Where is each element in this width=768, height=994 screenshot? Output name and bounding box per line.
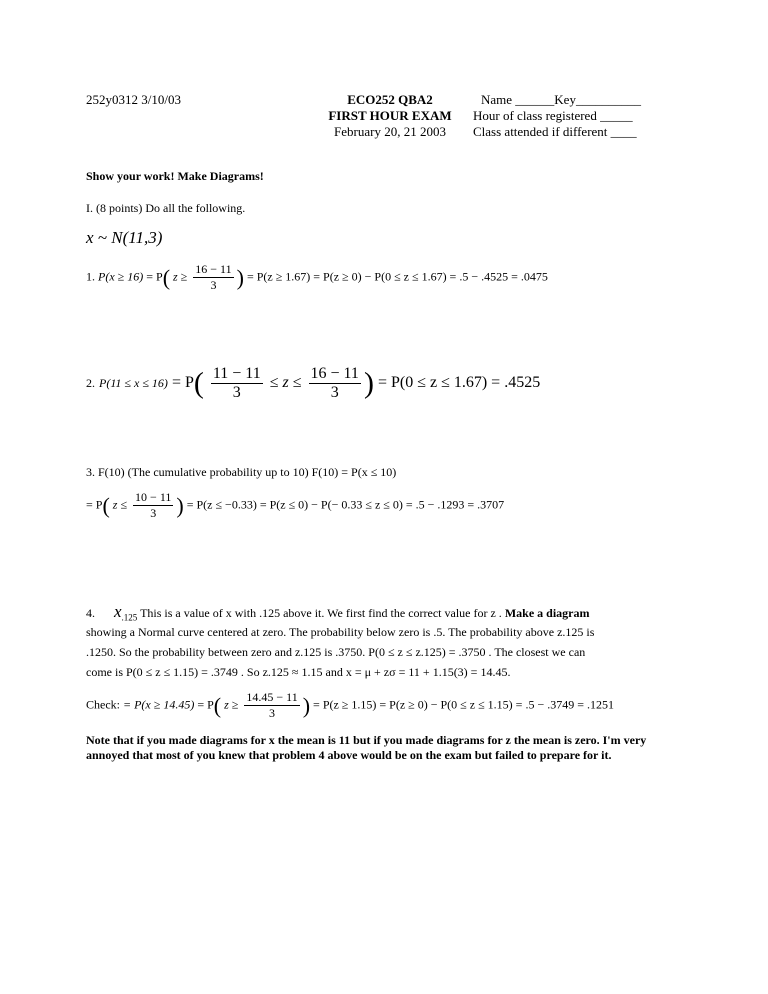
problem-2-lhs: P(11 ≤ x ≤ 16) — [99, 376, 168, 391]
problem-3-eq: = P — [86, 497, 103, 512]
check-label: Check: — [86, 697, 120, 712]
fraction-numerator: 10 − 11 — [135, 490, 172, 504]
check-lhs: = P(x ≥ 14.45) — [123, 697, 195, 712]
fraction-numerator: 14.45 − 11 — [246, 690, 298, 704]
problem-2-result: = P(0 ≤ z ≤ 1.67) = .4525 — [377, 374, 541, 392]
problem-2-mid: ≤ z ≤ — [269, 374, 302, 392]
problem-3-z: z ≤ — [112, 497, 128, 512]
instructions: Show your work! Make Diagrams! — [86, 169, 264, 183]
problem-3-line1: 3. F(10) (The cumulative probability up to 10) F(10) = P(x ≤ 10) — [86, 465, 397, 479]
problem-4-label: 4. — [86, 606, 95, 620]
section-heading: I. (8 points) Do all the following. — [86, 201, 246, 215]
problem-1-z: z ≥ — [173, 269, 188, 284]
problem-2-label: 2. — [86, 376, 95, 391]
problem-1-label: 1. — [86, 269, 95, 284]
course-code: ECO252 QBA2 — [347, 92, 433, 107]
fraction-numerator: 11 − 11 — [212, 365, 261, 382]
closing-note: Note that if you made diagrams for x the mean is 11 but if you made diagrams for z the mean is zero. I'm very annoyed that most of you knew that problem 4 above would be on the exam but failed to prepare for it. — [86, 733, 647, 762]
problem-4-line3: .1250. So the probability between zero and z.125 is .3750. P(0 ≤ z ≤ z.125) = .3750 . The closest we can — [86, 645, 586, 659]
fraction-denominator: 3 — [269, 706, 276, 720]
problem-1-result: = P(z ≥ 1.67) = P(z ≥ 0) − P(0 ≤ z ≤ 1.67) = .5 − .4525 = .0475 — [246, 269, 548, 284]
problem-4-line2: showing a Normal curve centered at zero. The probability below zero is .5. The probability above z.125 is — [86, 625, 595, 639]
check-result: = P(z ≥ 1.15) = P(z ≥ 0) − P(0 ≤ z ≤ 1.15) = .5 − .3749 = .1251 — [313, 697, 614, 712]
problem-2: 2. P(11 ≤ x ≤ 16) = P( $\frac{11 - 11}{3}$ ≤ z ≤ $\frac{16 - 11}{3}$ ) = P(0 ≤ z ≤ 1.67) = .4525 — [86, 365, 541, 401]
problem-2-eq: = P — [171, 374, 194, 392]
distribution: x ~ N(11,3) — [86, 228, 163, 247]
fraction-denominator: 3 — [232, 384, 241, 401]
problem-4-intro: This is a value of x with .125 above it. We first find the correct value for z . — [140, 606, 502, 620]
exam-title: FIRST HOUR EXAM — [328, 108, 452, 123]
problem-4-line4: come is P(0 ≤ z ≤ 1.15) = .3749 . So z.125 ≈ 1.15 and x = μ + zσ = 11 + 1.15(3) = 14.45. — [86, 665, 511, 679]
problem-1-lhs: P(x ≥ 16) — [98, 269, 144, 284]
problem-4-intro-bold: Make a diagram — [504, 606, 590, 620]
check-eq: = P — [197, 697, 214, 712]
problem-2-fraction-high — [309, 365, 361, 402]
fraction-numerator: 16 − 11 — [195, 262, 232, 276]
check-z: z ≥ — [224, 697, 239, 712]
exam-date: February 20, 21 2003 — [334, 124, 446, 139]
problem-3-fraction — [133, 490, 173, 521]
problem-1-eq: = P — [146, 269, 163, 284]
problem-4-var: x — [114, 602, 122, 621]
fraction-numerator: 16 − 11 — [310, 365, 359, 382]
check-fraction — [244, 690, 299, 721]
fraction-denominator: 3 — [210, 278, 217, 292]
hour-line: Hour of class registered _____ — [473, 108, 633, 123]
fraction-denominator: 3 — [330, 384, 339, 401]
problem-2-fraction-low — [211, 365, 263, 402]
document-code: 252y0312 3/10/03 — [86, 92, 181, 107]
fraction-denominator: 3 — [150, 506, 157, 520]
problem-4-check: Check: = P(x ≥ 14.45) = P( z ≥ $\frac{14.45 - 11}{3}$ ) = P(z ≥ 1.15) = P(z ≥ 0) − P(0 ≤ z ≤ 1.15) = .5 − .3749 = .1251 — [86, 690, 614, 720]
problem-1-fraction — [193, 262, 233, 293]
problem-3-result: = P(z ≤ −0.33) = P(z ≤ 0) − P(− 0.33 ≤ z ≤ 0) = .5 − .1293 = .3707 — [186, 497, 505, 512]
name-line: Name ______Key__________ — [481, 92, 641, 107]
attended-line: Class attended if different ____ — [473, 124, 637, 139]
problem-3-line2: = P( z ≤ $\frac{10 - 11}{3}$ ) = P(z ≤ −0.33) = P(z ≤ 0) − P(− 0.33 ≤ z ≤ 0) = .5 − .1293 = .3707 — [86, 490, 505, 520]
problem-4-sub: .125 — [121, 612, 138, 623]
problem-1: 1. P(x ≥ 16) = P( z ≥ $\frac{16 - 11}{3}$ ) = P(z ≥ 1.67) = P(z ≥ 0) − P(0 ≤ z ≤ 1.67) = .5 − .4525 = .0475 — [86, 262, 548, 292]
student-info — [473, 92, 673, 140]
problem-4-line1 — [86, 604, 686, 625]
course-title — [290, 92, 490, 140]
